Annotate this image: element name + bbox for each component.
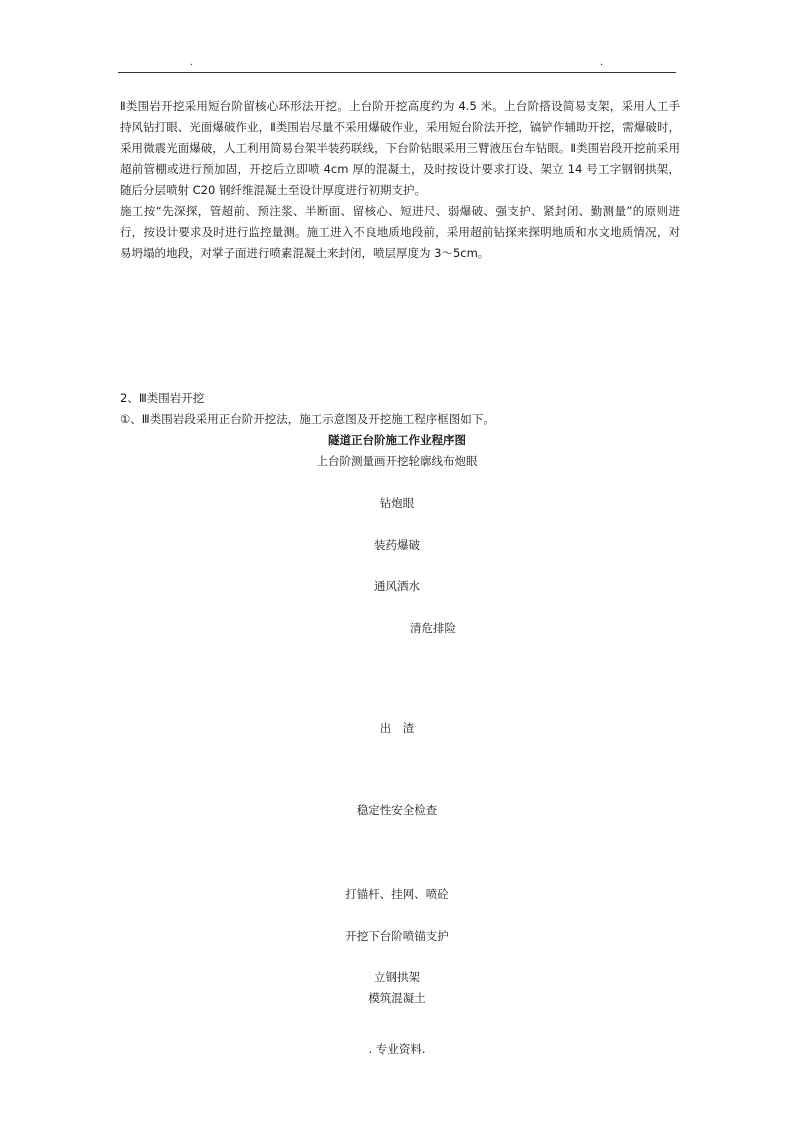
page-footer: . 专业资料. (368, 1042, 426, 1056)
flow-step-cast-concrete: 模筑混凝土 (368, 991, 426, 1005)
flowchart-title: 隧道正台阶施工作业程序图 (328, 433, 466, 447)
paragraph-construction-principle: 施工按“先深探，管超前、预注浆、半断面、留核心、短进尺、弱爆破、强支护、紧封闭、勤测量”的原则进行，按设计要求及时进行监控量测。施工进入不良地质地段前，采用超前钻探来探明地质和水文地质情况，对易坍塌的地段，对掌子面进行喷素混凝土来封闭，喷层厚度为 3～5cm。 (120, 204, 680, 260)
flow-step-bolt-mesh-shotcrete: 打锚杆、挂网、喷砼 (345, 887, 449, 901)
flow-step-scaling: 清危排险 (410, 621, 456, 635)
flow-step-mucking: 出 渣 (379, 721, 415, 735)
flow-step-lower-bench: 开挖下台阶喷锚支护 (345, 929, 449, 943)
section-intro: ①、Ⅲ类围岩段采用正台阶开挖法，施工示意图及开挖施工程序框图如下。 (120, 412, 495, 426)
header-right-mark: . (600, 57, 604, 68)
flow-step-stability-check: 稳定性安全检查 (356, 803, 438, 817)
flow-step-drill: 钻炮眼 (379, 496, 415, 510)
flow-step-steel-arch: 立钢拱架 (374, 970, 420, 984)
flow-step-blast: 装药爆破 (374, 538, 420, 552)
header-left-mark: . (190, 57, 194, 68)
flow-step-ventilate: 通风洒水 (374, 579, 420, 593)
header-rule (118, 72, 676, 73)
section-heading: 2、Ⅲ类围岩开挖 (120, 391, 205, 405)
flow-step-survey: 上台阶测量画开挖轮廓线布炮眼 (316, 454, 478, 468)
paragraph-class2-excavation: Ⅱ类围岩开挖采用短台阶留核心环形法开挖。上台阶开挖高度约为 4.5 米。上台阶搭设简易支架，采用人工手持风钻打眼、光面爆破作业，Ⅱ类围岩尽量不采用爆破作业，采用短台阶法开挖，镐铲作辅助开挖，需爆破时，采用微震光面爆破，人工利用简易台架半装药联线，下台阶钻眼采用三臂液压台车钻眼。Ⅱ类围岩段开挖前采用超前管棚或进行预加固，开挖后立即喷 4cm 厚的混凝土，及时按设计要求打设、架立 14 号工字钢钢拱架，随后分层喷射 C20 钢纤维混凝土至设计厚度进行初期支护。 (120, 99, 680, 197)
